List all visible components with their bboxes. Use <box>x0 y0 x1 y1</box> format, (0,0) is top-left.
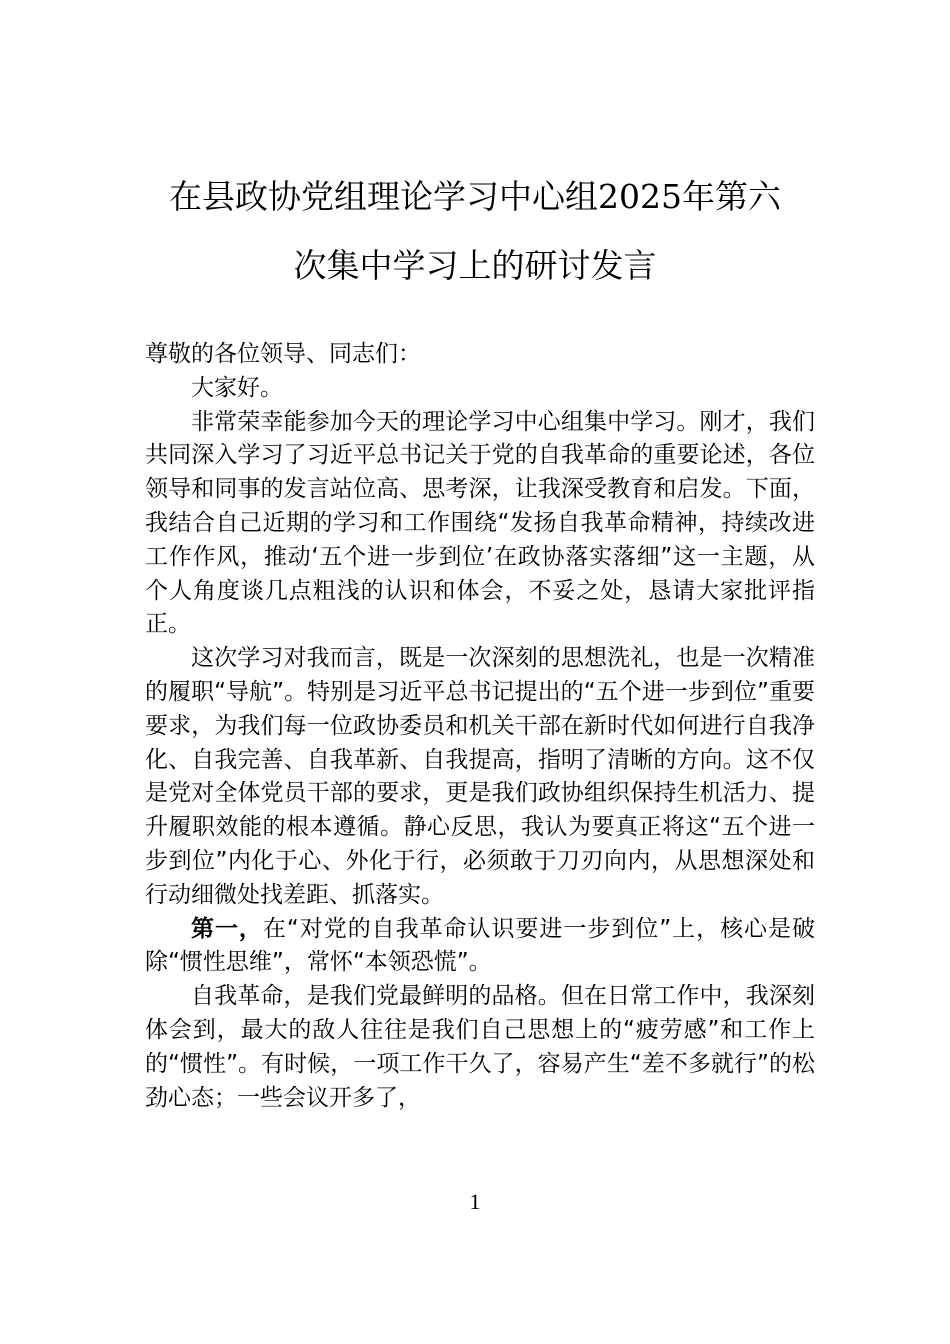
section-1-heading-paragraph <box>145 913 815 981</box>
paragraph-2: 这次学习对我而言，既是一次深刻的思想洗礼，也是一次精准的履职“导航”。特别是习近平总书记提出的“五个进一步到位”重要要求，为我们每一位政协委员和机关干部在新时代如何进行自我净化、自我完善、自我革新、自我提高，指明了清晰的方向。这不仅是党对全体党员干部的要求，更是我们政协组织保持生机活力、提升履职效能的根本遵循。静心反思，我认为要真正将这“五个进一步到位”内化于心、外化于行，必须敢于刀刃向内，从思想深处和行动细微处找差距、抓落实。 <box>145 645 815 908</box>
greeting: 大家好。 <box>191 374 283 401</box>
section-1-lead: 第一， <box>191 915 263 942</box>
salutation: 尊敬的各位领导、同志们： <box>145 341 421 367</box>
section-1-heading: 在“对党的自我革命认识要进一步到位”上，核心是破除“惯性思维”，常怀“本领恐慌”。 <box>145 915 815 976</box>
document-body <box>145 338 815 1115</box>
document-title-line-1: 在县政协党组理论学习中心组2025年第六 <box>169 177 781 216</box>
page-number: 1 <box>469 1189 481 1214</box>
paragraph-3: 自我革命，是我们党最鲜明的品格。但在日常工作中，我深刻体会到，最大的敌人往往是我们自己思想上的“疲劳感”和工作上的“惯性”。有时候，一项工作干久了，容易产生“差不多就行”的松劲心态；一些会议开多了， <box>145 983 815 1111</box>
paragraph-1: 非常荣幸能参加今天的理论学习中心组集中学习。刚才，我们共同深入学习了习近平总书记关于党的自我革命的重要论述，各位领导和同事的发言站位高、思考深，让我深受教育和启发。下面，我结合自己近期的学习和工作围绕“发扬自我革命精神，持续改进工作作风，推动‘五个进一步到位’在政协落实落细”这一主题，从个人角度谈几点粗浅的认识和体会，不妥之处，恳请大家批评指正。 <box>145 408 815 638</box>
document-title-line-2: 次集中学习上的研讨发言 <box>293 246 657 285</box>
